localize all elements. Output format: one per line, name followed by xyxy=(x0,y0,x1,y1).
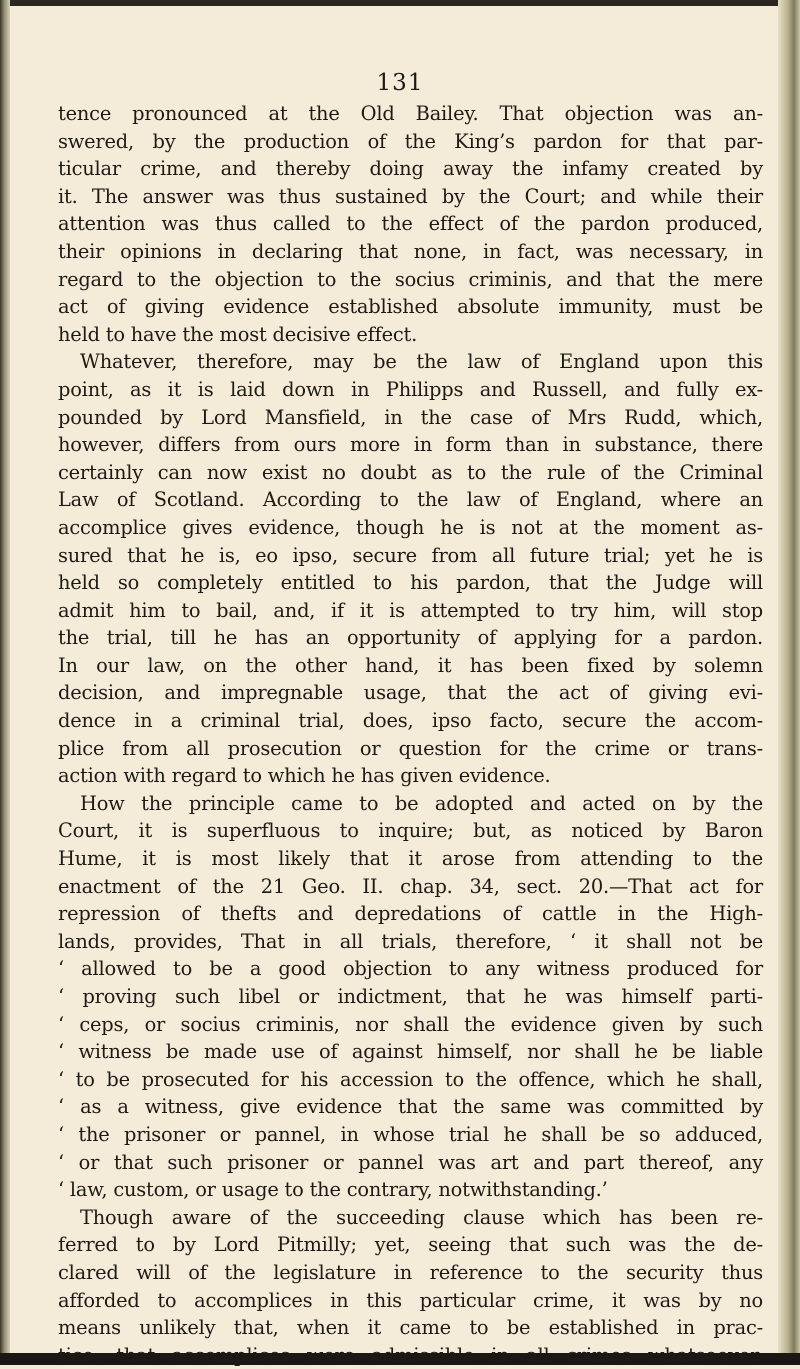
text-line: means unlikely that, when it came to be established in prac- xyxy=(58,1316,763,1340)
text-line: enactment of the 21 Geo. II. chap. 34, sect. 20.—That act for xyxy=(58,874,763,898)
text-line: lands, provides, That in all trials, therefore, ‘ it shall not be xyxy=(58,929,763,953)
text-line: held to have the most decisive effect. xyxy=(58,322,418,346)
text-line: ‘ proving such libel or indictment, that he was himself parti- xyxy=(58,985,763,1008)
text-line: How the principle came to be adopted and acted on by the xyxy=(80,791,763,815)
scan-left-edge xyxy=(0,0,10,1365)
text-line: clared will of the legislature in reference to the security thus xyxy=(58,1260,763,1284)
text-line: accomplice gives evidence, though he is not at the moment as- xyxy=(58,515,763,539)
scan-top-edge xyxy=(0,0,800,6)
text-line: the trial, till he has an opportunity of applying for a pardon. xyxy=(58,626,763,650)
text-line: held so completely entitled to his pardon, that the Judge will xyxy=(58,571,763,595)
text-line: Hume, it is most likely that it arose from attending to the xyxy=(58,847,763,871)
text-line: Though aware of the succeeding clause which has been re- xyxy=(80,1205,763,1229)
text-line: however, differs from ours more in form than in substance, there xyxy=(58,433,763,457)
text-line: admit him to bail, and, if it is attempted to try him, will stop xyxy=(58,598,763,622)
text-line: afforded to accomplices in this particular crime, it was by no xyxy=(58,1288,763,1312)
text-line: point, as it is laid down in Philipps and Russell, and fully ex- xyxy=(58,377,763,401)
text-line: ‘ the prisoner or pannel, in whose trial he shall be so adduced, xyxy=(58,1122,763,1146)
text-line: Whatever, therefore, may be the law of England upon this xyxy=(80,350,763,374)
text-line: sured that he is, eo ipso, secure from all future trial; yet he is xyxy=(58,543,763,567)
text-line: certainly can now exist no doubt as to the rule of the Criminal xyxy=(58,460,763,484)
text-line: repression of thefts and depredations of cattle in the High- xyxy=(58,902,763,926)
page-number: 131 xyxy=(376,70,424,96)
text-line: action with regard to which he has given evidence. xyxy=(58,764,551,788)
text-line: plice from all prosecution or question for the crime or trans- xyxy=(58,736,763,760)
text-line: ‘ allowed to be a good objection to any witness produced for xyxy=(58,957,763,981)
text-line: act of giving evidence established absolute immunity, must be xyxy=(58,295,763,319)
text-line: ‘ law, custom, or usage to the contrary, notwithstanding.’ xyxy=(58,1178,608,1202)
page-text-body xyxy=(58,100,763,1369)
text-line: swered, by the production of the King’s pardon for that par- xyxy=(58,129,763,153)
text-line: ‘ to be prosecuted for his accession to the offence, which he shall, xyxy=(58,1067,763,1091)
text-line: tence pronounced at the Old Bailey. That objection was an- xyxy=(58,102,763,125)
text-line: it. The answer was thus sustained by the Court; and while their xyxy=(58,184,763,208)
text-line: ‘ witness be made use of against himself, nor shall he be liable xyxy=(58,1040,763,1064)
text-line: regard to the objection to the socius criminis, and that the mere xyxy=(58,267,763,291)
text-line: Law of Scotland. According to the law of England, where an xyxy=(58,488,763,512)
text-line: dence in a criminal trial, does, ipso facto, secure the accom- xyxy=(58,709,763,733)
text-line: ‘ or that such prisoner or pannel was art and part thereof, any xyxy=(58,1150,763,1174)
text-line: pounded by Lord Mansfield, in the case of Mrs Rudd, which, xyxy=(58,405,763,429)
text-line: ‘ as a witness, give evidence that the same was committed by xyxy=(58,1095,763,1119)
text-line: ferred to by Lord Pitmilly; yet, seeing that such was the de- xyxy=(58,1233,763,1257)
text-line: Court, it is superfluous to inquire; but, as noticed by Baron xyxy=(58,819,763,843)
text-line: tice, that accomplices were admissible in all crimes whatsoever, xyxy=(58,1343,763,1367)
text-line: ‘ ceps, or socius criminis, nor shall the evidence given by such xyxy=(58,1012,763,1036)
text-line: attention was thus called to the effect of the pardon produced, xyxy=(58,212,763,236)
text-line: their opinions in declaring that none, in fact, was necessary, in xyxy=(58,239,763,263)
text-line: In our law, on the other hand, it has been fixed by solemn xyxy=(58,653,763,677)
text-line: decision, and impregnable usage, that the act of giving evi- xyxy=(58,681,763,705)
text-line: ticular crime, and thereby doing away the infamy created by xyxy=(58,157,763,181)
scan-right-edge xyxy=(778,0,800,1365)
